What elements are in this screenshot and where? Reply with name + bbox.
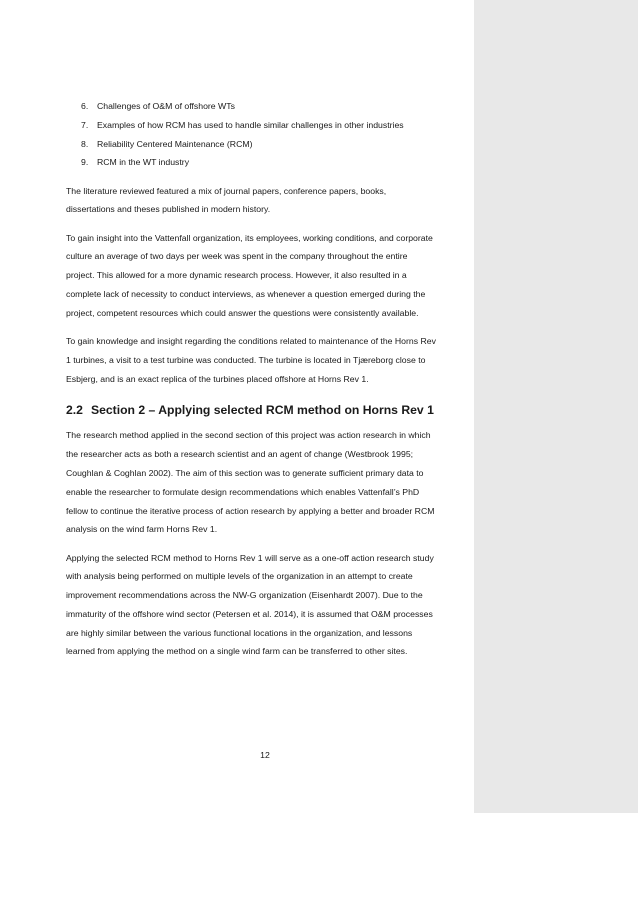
text-line: Esbjerg, and is an exact replica of the turbines placed offshore at Horns Rev 1.: [66, 373, 369, 384]
page-number: 12: [260, 750, 270, 760]
list-item: [66, 135, 466, 154]
list-number: 8.: [81, 138, 89, 149]
text-line: enable the researcher to formulate design recommendations which enables Vattenfall’s PhD: [66, 486, 420, 497]
text-line: To gain insight into the Vattenfall organization, its employees, working conditions, and corporate: [66, 232, 433, 243]
numbered-list: [66, 97, 466, 172]
paragraph-applying-rcm: [66, 549, 466, 662]
list-text: Examples of how RCM has used to handle similar challenges in other industries: [97, 119, 404, 130]
list-number: 9.: [81, 157, 89, 168]
list-number: 6.: [81, 101, 89, 111]
paragraph-research-method: [66, 426, 466, 539]
text-line: project, competent resources which could answer the questions were consistently available.: [66, 307, 419, 318]
text-line: To gain knowledge and insight regarding the conditions related to maintenance of the Horns Rev: [66, 335, 436, 346]
text-line: fellow to continue the iterative process of action research by applying a better and broader RCM: [66, 505, 435, 516]
text-line: dissertations and theses published in modern history.: [66, 204, 271, 215]
text-line: complete lack of necessity to conduct interviews, as whenever a question emerged during the: [66, 288, 426, 299]
text-line: Applying the selected RCM method to Horns Rev 1 will serve as a one-off action research study: [66, 552, 434, 563]
section-number: 2.2: [66, 403, 83, 418]
text-line: immaturity of the offshore wind sector (Petersen et al. 2014), it is assumed that O&M processes: [66, 608, 433, 619]
list-text: Reliability Centered Maintenance (RCM): [97, 138, 253, 149]
text-line: learned from applying the method on a single wind farm can be transferred to other sites.: [66, 646, 408, 657]
text-line: The literature reviewed featured a mix of journal papers, conference papers, books,: [66, 185, 387, 196]
list-item: [66, 97, 466, 116]
text-line: improvement recommendations across the NW-G organization (Eisenhardt 2007). Due to the: [66, 590, 423, 601]
text-line: 1 turbines, a visit to a test turbine was conducted. The turbine is located in Tjæreborg close to: [66, 354, 426, 365]
text-line: project. This allowed for a more dynamic research process. However, it also resulted in a: [66, 270, 407, 281]
list-item: [66, 153, 466, 172]
paragraph-literature: [66, 182, 466, 220]
section-heading: [66, 401, 466, 419]
paragraph-insight: [66, 229, 466, 323]
text-line: culture an average of two days per week was spent in the company throughout the entire: [66, 251, 408, 262]
section-title: Section 2 – Applying selected RCM method on Horns Rev 1: [90, 403, 434, 418]
comment-pane: [474, 0, 638, 813]
paragraph-turbine-visit: [66, 332, 466, 388]
list-number: 7.: [81, 119, 89, 130]
list-text: Challenges of O&M of offshore WTs: [97, 101, 235, 111]
text-line: with analysis being performed on multiple levels of the organization in an attempt to create: [66, 571, 413, 582]
text-line: Coughlan & Coghlan 2002). The aim of this section was to generate sufficient primary data to: [66, 467, 424, 478]
text-line: analysis on the wind farm Horns Rev 1.: [66, 524, 218, 535]
text-line: are highly similar between the various functional locations in the organization, and lessons: [66, 627, 413, 638]
text-line: the researcher acts as both a research scientist and an agent of change (Westbrook 1995;: [66, 449, 414, 460]
text-line: The research method applied in the second section of this project was action research in which: [66, 430, 431, 441]
document-body: [66, 97, 466, 671]
list-text: RCM in the WT industry: [97, 157, 190, 168]
list-item: [66, 116, 466, 135]
